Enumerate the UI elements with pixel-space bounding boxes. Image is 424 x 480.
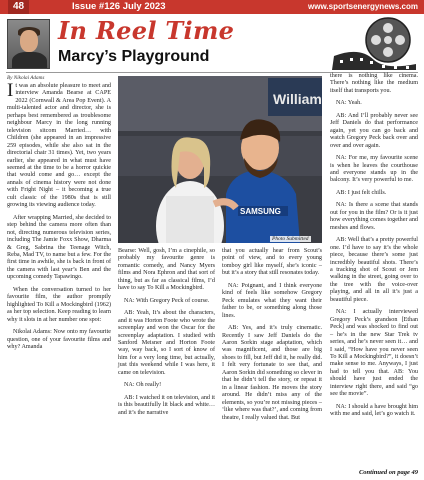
article-photo <box>118 76 322 243</box>
author-headshot <box>7 19 50 69</box>
paragraph: AB: I just felt chills. <box>336 189 387 196</box>
photo-credit: Photo Submitted <box>272 236 309 242</box>
paragraph: AB: Yes, and it’s truly cinematic. Recently I saw Jeff Daniels do the Aaron Sorkin stage adaptation, which was magnificent, and those are big shoes to fill, but Jeff did it, he really did. I felt very fortunate to see that, and Aaron Sorkin did something so clever in that he didn’t tell the story, or repeat it in a linear fashion. He moves the story around. He didn’t miss any of the elements, so you’re not missing pieces – ‘like where was that?’, and coming from theatre, I really valued that. But <box>222 325 322 421</box>
website-url[interactable]: www.sportsenergynews.com <box>308 2 418 11</box>
paragraph: After wrapping Married, she decided to step behind the camera more often than not, directing numerous television series, including The Jamie Foxx Show, Dharma & Greg, Sabrina the Teenage Witch, Reba, Mad TV, to name but a few. For the first time in awhile, she is back in front of the camera with last year’s Ben and the upcoming comedy Tapawingo. <box>7 214 111 281</box>
article-column-3 <box>222 248 322 422</box>
paragraph: there is nothing like cinema. There’s nothing like the medium itself that transports you. <box>330 73 418 94</box>
film-reel-icon <box>330 16 418 70</box>
paragraph: NA: For me, my favourite scene is when he leaves the courthouse and everyone stands up in the balcony. It’s very powerful to me. <box>330 155 418 184</box>
byline: By Nikolai Adams <box>7 75 45 81</box>
paragraph <box>7 80 111 210</box>
article-title: Marcy’s Playground <box>58 48 210 65</box>
continued-note[interactable]: Continued on page 49 <box>358 469 418 476</box>
paragraph: When the conversation turned to her favourite film, the author promptly highlighted To Kill a Mockingbird (1962) as her top selection. Keep reading to learn why it slots in at her number one spot: <box>7 286 111 323</box>
paragraph: that you actually hear from Scout’s point of view, and to every young tomboy girl like myself, she’s iconic – but it’s a story that still resonates today. <box>222 248 322 277</box>
paragraph: Nikolai Adams: Now onto my favourite question, one of your favourite films and why? Amanda <box>7 329 111 350</box>
paragraph: NA: Yeah. <box>336 100 362 107</box>
photo-sign-text: William <box>273 91 322 107</box>
paragraph: NA: With Gregory Peck of course. <box>124 297 210 304</box>
header-bar <box>0 0 424 14</box>
paragraph-text: t was an absolute pleasure to meet and interview Amanda Bearse at CAPE 2022 (Cornwall & Area Pop Event). A multi-talented actor and director, she is perhaps best remembered as troublesome neighbour Marcy in the long running television sitcom Married… with Children (she appeared in an impressive 259 episodes, while she also sat in the directorial chair 31 times). Yet, two years earlier, she appeared in what must have seemed at the time to be a horror quickie that would come and go… except the annals of cinema history were not done with Fright Night – it becoming a true cult classic of the 1980s that is still growing its viewing audience today. <box>7 83 111 209</box>
paragraph: AB: And I’ll probably never see Jeff Daniels do that performance again, yet you can go back and watch Gregory Peck back over and over and over again. <box>330 112 418 149</box>
photo-shirt-text: SAMSUNG <box>240 207 281 216</box>
paragraph: NA: I should a have brought him with me and said, let’s go watch it. <box>330 403 418 418</box>
article-column-4 <box>330 73 418 419</box>
paragraph: AB: Well that’s a pretty powerful one. I’d have to say it’s the whole piece, because there’s some just incredibly beautiful shots. There’s a tracking shot of Scout or Jem walking in the street, going over to the tree with the voice-over playing, and all in all it’s just a beautiful piece. <box>330 237 418 303</box>
paragraph: NA: Oh really! <box>124 382 162 389</box>
column-rubric: In Reel Time <box>58 16 235 45</box>
paragraph: NA: Is there a scene that stands out for you in the film? Or is it just how everything comes together and meshes and flows. <box>330 202 418 231</box>
page-number: 48 <box>8 0 29 14</box>
paragraph: NA: Poignant, and I think everyone kind of feels like somehow Gregory Peck emulates what they want their father to be, or something along those lines. <box>222 282 322 319</box>
paragraph: AB: Yeah, It’s about the characters, and it was Horton Foote who wrote the screenplay and won the Oscar for the screenplay adaptation. I studied with Sanford Meisner and Horton Foote way, way back, so I sort of know of him for a very long time, but actually, just this weekend while I was here, it came on television. <box>118 310 215 376</box>
paragraph: Bearse: Well, gosh, I’m a cinephile, so probably my favourite genre is romantic comedy, and Nancy Myers films and Nora Ephron and that sort of thing, but as far as classical films, I’d have to say To Kill a Mockingbird. <box>118 248 215 292</box>
article-column-2 <box>118 248 215 417</box>
paragraph: AB: I watched it on television, and it is this beautifully lit black and white… and it’s the narrative <box>118 394 215 416</box>
paragraph: NA: I actually interviewed Gregory Peck’s grandson [Ethan Peck] and was shocked to find out – he’s in the new Star Trek tv series, and he’s never seen it… and I said, “How have you never seen To Kill a Mockingbird?”, it doesn’t make sense to me. Anyways, I just had to tell you that. AB: You should have just ended the interview right there, and said “go see the movie”. <box>330 309 418 398</box>
article-column-1 <box>7 80 111 351</box>
issue-label: Issue #126 July 2023 <box>72 1 166 12</box>
drop-cap: I <box>7 80 14 101</box>
